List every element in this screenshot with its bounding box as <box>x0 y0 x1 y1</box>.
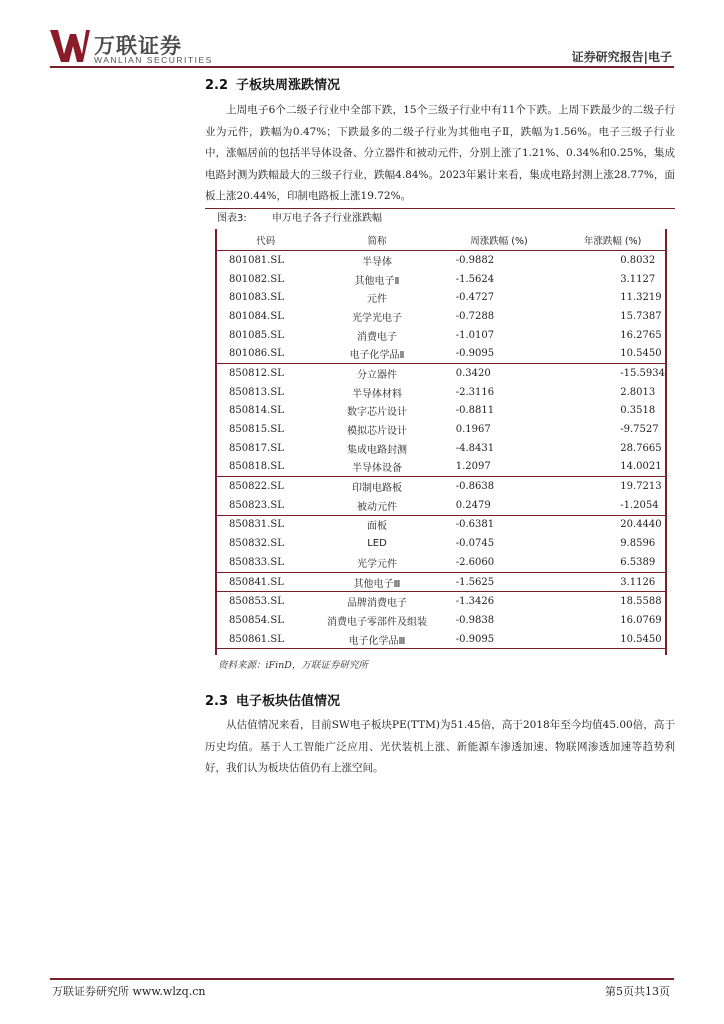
table-row <box>215 251 665 270</box>
name-cell: 面板 <box>367 521 388 533</box>
yearly-change-cell: 0.8032 <box>620 254 656 266</box>
weekly-change-cell: -0.8811 <box>455 405 495 417</box>
weekly-change-cell: -1.0107 <box>455 329 495 341</box>
table-row <box>215 402 665 421</box>
section-number: 2.3 <box>205 694 229 709</box>
column-header: 代码 <box>215 229 316 251</box>
code-cell: 850823.SL <box>215 496 316 515</box>
weekly-change-cell: -0.9882 <box>455 254 495 266</box>
yearly-change-cell: 28.7665 <box>620 442 662 454</box>
yearly-change-cell: 14.0021 <box>560 458 665 477</box>
code-cell: 850817.SL <box>229 442 284 454</box>
yearly-change-cell: -9.7527 <box>620 424 659 436</box>
paragraph-text: 从估值情况来看，目前SW电子板块PE(TTM)为51.45倍，高于2018年至今均值45.00倍，高于历史均值。基于人工智能广泛应用、光伏装机上涨、新能源车渗透加速、物联网渗透加速等趋势利好，我们认为板块估值仍有上涨空间。 <box>205 719 675 774</box>
name-cell: 消费电子 <box>357 331 398 343</box>
weekly-change-cell: 0.2479 <box>438 496 561 515</box>
yearly-change-cell: -15.5934 <box>620 367 665 379</box>
name-cell: 消费电子零部件及组装 <box>327 616 428 628</box>
weekly-change-cell: -2.6060 <box>438 553 561 572</box>
weekly-change-cell: -0.9095 <box>438 630 561 649</box>
yearly-change-cell: 11.3219 <box>620 292 662 304</box>
weekly-change-cell: -0.9095 <box>438 344 561 363</box>
name-cell: 元件 <box>367 294 388 306</box>
weekly-change-cell: -0.0745 <box>455 538 495 550</box>
weekly-change-cell: -4.8431 <box>455 442 495 454</box>
table-row <box>215 458 665 477</box>
yearly-change-cell: 2.8013 <box>620 386 656 398</box>
yearly-change-cell: 18.5588 <box>620 596 662 608</box>
code-cell: 850813.SL <box>229 386 284 398</box>
table-row <box>215 496 665 515</box>
table-row <box>215 439 665 458</box>
yearly-change-cell: 20.4440 <box>620 519 662 531</box>
company-logo <box>50 28 240 68</box>
name-cell: 模拟芯片设计 <box>347 426 408 438</box>
section-heading <box>205 690 340 709</box>
section-number: 2.2 <box>205 78 229 93</box>
yearly-change-cell: -1.2054 <box>560 496 665 515</box>
section-title: 子板块周涨跌情况 <box>236 78 341 93</box>
name-cell: 印制电路板 <box>352 483 403 495</box>
code-cell: 850854.SL <box>229 614 284 626</box>
name-cell: 半导体材料 <box>352 388 403 400</box>
page-number: 第5页共13页 <box>605 985 670 998</box>
yearly-change-cell: 0.3518 <box>620 405 656 417</box>
name-cell: 其他电子Ⅲ <box>316 572 437 592</box>
yearly-change-cell: 10.5450 <box>560 344 665 363</box>
table-row <box>215 515 665 534</box>
yearly-change-cell: 6.5389 <box>560 553 665 572</box>
table-row <box>215 477 665 496</box>
code-cell: 850818.SL <box>215 458 316 477</box>
code-cell: 801086.SL <box>215 344 316 363</box>
table-row <box>215 611 665 630</box>
footer-divider <box>50 978 674 980</box>
name-cell: 分立器件 <box>357 369 398 381</box>
header-divider <box>50 66 674 68</box>
name-cell: 电子化学品Ⅱ <box>316 344 437 363</box>
figure-title: 申万电子各子行业涨跌幅 <box>272 213 382 224</box>
table-row <box>215 420 665 439</box>
data-table <box>215 229 665 649</box>
code-cell: 801082.SL <box>229 273 284 285</box>
yearly-change-cell: 19.7213 <box>620 481 662 493</box>
weekly-change-cell: -0.7288 <box>455 310 495 322</box>
weekly-change-cell: -1.5624 <box>455 273 495 285</box>
name-cell: 半导体 <box>362 256 393 268</box>
weekly-change-cell: -0.4727 <box>455 292 495 304</box>
name-cell: 电子化学品Ⅲ <box>316 630 437 649</box>
figure-caption <box>205 208 675 229</box>
name-cell: 其他电子Ⅱ <box>354 275 400 287</box>
table-row <box>215 630 665 649</box>
code-cell: 850832.SL <box>229 538 284 550</box>
table-header-row <box>215 229 665 251</box>
yearly-change-cell: 15.7387 <box>620 310 662 322</box>
table-row <box>215 364 665 383</box>
section-title: 电子板块估值情况 <box>236 694 341 709</box>
code-cell: 801085.SL <box>229 329 284 341</box>
code-cell: 850841.SL <box>215 572 316 592</box>
name-cell: 光学光电子 <box>352 312 403 324</box>
section-paragraph <box>205 715 675 780</box>
code-cell: 850812.SL <box>229 367 284 379</box>
column-header: 简称 <box>316 229 437 251</box>
column-header: 周涨跌幅 (%) <box>438 229 561 251</box>
name-cell: 光学元件 <box>316 553 437 572</box>
name-cell: LED <box>367 538 387 550</box>
weekly-change-cell: -0.6381 <box>455 519 495 531</box>
table-border-right <box>665 229 667 655</box>
name-cell: 被动元件 <box>316 496 437 515</box>
code-cell: 850833.SL <box>215 553 316 572</box>
yearly-change-cell: 16.0769 <box>620 614 662 626</box>
weekly-change-cell: -1.5625 <box>438 572 561 592</box>
column-header: 年涨跌幅 (%) <box>560 229 665 251</box>
name-cell: 品牌消费电子 <box>347 598 408 610</box>
logo-text-en: WANLIAN SECURITIES <box>94 55 213 65</box>
yearly-change-cell: 9.8596 <box>620 538 656 550</box>
weekly-change-cell: 0.1967 <box>455 424 491 436</box>
table-row <box>215 326 665 345</box>
logo-text-cn: 万联证券 <box>94 34 182 58</box>
code-cell: 850853.SL <box>229 596 284 608</box>
table-row <box>215 288 665 307</box>
name-cell: 半导体设备 <box>316 458 437 477</box>
yearly-change-cell: 10.5450 <box>560 630 665 649</box>
figure-label: 图表3: <box>217 213 247 224</box>
yearly-change-cell: 16.2765 <box>620 329 662 341</box>
code-cell: 850814.SL <box>229 405 284 417</box>
code-cell: 801083.SL <box>229 292 284 304</box>
code-cell: 850861.SL <box>215 630 316 649</box>
code-cell: 850822.SL <box>229 481 284 493</box>
name-cell: 集成电路封测 <box>347 444 408 456</box>
footer-left: 万联证券研究所 www.wlzq.cn <box>52 985 206 998</box>
table-row <box>215 383 665 402</box>
yearly-change-cell: 3.1127 <box>620 273 656 285</box>
table-row <box>215 534 665 553</box>
code-cell: 801081.SL <box>229 254 284 266</box>
table-row <box>215 307 665 326</box>
figure-source: 资料来源：iFinD，万联证券研究所 <box>218 660 368 671</box>
weekly-change-cell: -0.9838 <box>455 614 495 626</box>
report-type: 证券研究报告|电子 <box>571 50 672 64</box>
weekly-change-cell: -0.8638 <box>455 481 495 493</box>
table-row <box>215 270 665 289</box>
table-row <box>215 344 665 363</box>
section-heading <box>205 74 340 93</box>
code-cell: 850831.SL <box>229 519 284 531</box>
weekly-change-cell: -1.3426 <box>455 596 495 608</box>
yearly-change-cell: 3.1126 <box>560 572 665 592</box>
section-paragraph <box>205 100 675 208</box>
name-cell: 数字芯片设计 <box>347 407 408 419</box>
table-row <box>215 553 665 572</box>
paragraph-text: 上周电子6个二级子行业中全部下跌，15个三级子行业中有11个下跌。上周下跌最少的二级子行业为元件，跌幅为0.47%；下跌最多的二级子行业为其他电子Ⅱ，跌幅为1.56%。电子三级子行业中，涨幅居前的包括半导体设备、分立器件和被动元件，分别上涨了1.21%、0.34%和0.25%，集成电路封测为跌幅最大的三级子行业，跌幅4.84%。2023年累计来看，集成电路封测上涨28.77%，面板上涨20.44%，印制电路板上涨19.72%。 <box>205 104 675 202</box>
code-cell: 801084.SL <box>229 310 284 322</box>
weekly-change-cell: 1.2097 <box>438 458 561 477</box>
weekly-change-cell: -2.3116 <box>455 386 495 398</box>
table-row <box>215 592 665 611</box>
code-cell: 850815.SL <box>229 424 284 436</box>
table-row <box>215 572 665 592</box>
wanlian-logo-icon <box>50 28 90 64</box>
weekly-change-cell: 0.3420 <box>455 367 491 379</box>
